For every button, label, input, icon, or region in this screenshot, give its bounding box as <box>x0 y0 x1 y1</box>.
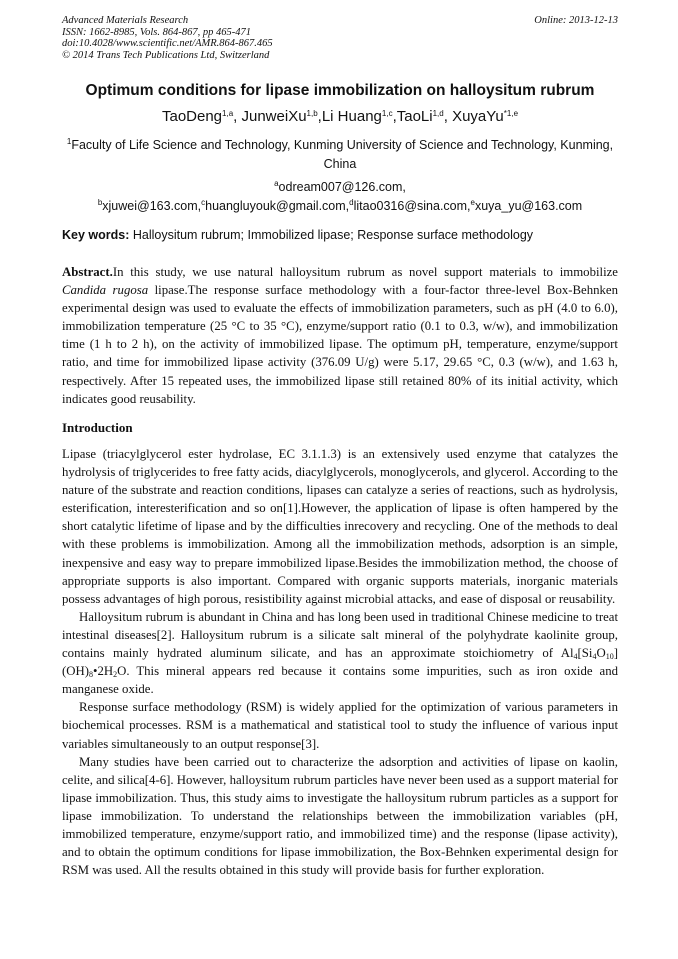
author-name: JunweiXu <box>241 108 307 125</box>
journal-header <box>62 15 618 61</box>
email-sup: e <box>470 198 475 207</box>
email-sup: b <box>97 198 103 207</box>
intro-text: . This mineral appears red because it contains some impurities, such as iron oxide and manganese oxide. <box>62 664 618 697</box>
author-affil-sup: 1,a <box>222 109 234 118</box>
paper-title: Optimum conditions for lipase immobilization on halloysitum rubrum <box>85 82 595 99</box>
author-name: XuyaYu <box>452 108 504 125</box>
author-name: TaoDeng <box>161 108 223 125</box>
abstract-label: Abstract. <box>62 265 113 279</box>
doi-line: doi:10.4028/www.scientific.net/AMR.864-867.465 <box>62 38 273 49</box>
intro-paragraph: Response surface methodology (RSM) is widely applied for the optimization of various parameters in biochemical processes. RSM is a mathematical and statistical tool to study the influence of various input variables simultaneously to an output response[3]. <box>62 700 618 751</box>
email-address[interactable]: odream007@126.com, <box>278 180 406 194</box>
intro-paragraph <box>62 608 618 698</box>
author-name: TaoLi <box>396 108 433 125</box>
email-sup: c <box>201 198 206 207</box>
email-address[interactable]: xjuwei@163.com, <box>102 199 202 213</box>
author-affil-sup: 1,b <box>306 109 318 118</box>
email-address[interactable]: litao0316@sina.com, <box>353 199 471 213</box>
abstract-text: In this study, we use natural halloysitum rubrum as novel support materials to immobilize <box>112 265 618 279</box>
author-name: Li Huang <box>321 108 382 125</box>
issn-line: ISSN: 1662-8985, Vols. 864-867, pp 465-471 <box>62 26 251 38</box>
chemical-formula: $Al_4[Si_4O_{10}](OH)_8•2H_2O$ <box>62 646 618 680</box>
email-sup: d <box>349 198 354 207</box>
email-address[interactable]: xuya_yu@163.com <box>474 199 583 213</box>
affiliation-text: Faculty of Life Science and Technology, Kunming University of Science and Technology, Kunming, China <box>71 138 614 171</box>
copyright-line: © 2014 Trans Tech Publications Ltd, Switzerland <box>62 49 270 61</box>
email-address[interactable]: huangluyouk@gmail.com, <box>205 199 350 213</box>
email-list <box>62 178 618 216</box>
author-affil-sup: *1,e <box>503 109 519 118</box>
affiliation <box>62 136 618 174</box>
author-affil-sup: 1,c <box>381 109 393 118</box>
keywords-text: Halloysitum rubrum; Immobilized lipase; Response surface methodology <box>132 228 534 242</box>
intro-paragraph: Many studies have been carried out to characterize the adsorption and activities of lipase on kaolin, celite, and silica[4-6]. However, halloysitum rubrum particles have never been used as a support material for lipase immobilization. Thus, this study aims to investigate the halloysitum rubrum particles as a support for lipase immobilization. To understand the relationships between the immobilization variables (pH, immobilized temperature, enzyme/support ratio, and immobilized time) and the response (lipase activity), and to obtain the optimum conditions for lipase immobilization, the Box-Behnken experimental design for RSM was used. All the results obtained in this study will provide basis for further exploration. <box>62 754 618 878</box>
abstract <box>62 263 618 408</box>
online-date: Online: 2013-12-13 <box>534 15 618 26</box>
email-sup: a <box>274 179 279 188</box>
introduction-body <box>62 445 618 879</box>
intro-text: Halloysitum rubrum is abundant in China and has long been used in traditional Chinese medicine to treat intestinal diseases[2]. Halloysitum rubrum is a silicate salt mineral of the polyhydrate kaolinite group, contains mainly hydrated aluminum silicate, and has an approximate stoichiometry of <box>62 609 618 661</box>
author-list: TaoDeng$^{1,a}$, JunweiXu$^{1,b}$,Li Huang$^{1,c}$,TaoLi$^{1,d}$, XuyaYu$^{*1,e}$ <box>161 108 519 125</box>
intro-paragraph: Lipase (triacylglycerol ester hydrolase, EC 3.1.1.3) is an extensively used enzyme that catalyzes the hydrolysis of triglycerides to free fatty acids, diacylglycerols, monoglycerols, and glycerol. According to the nature of the substrate and reaction conditions, lipases can catalyze a series of reactions, such as hydrolysis, esterification, interesterification and so on[1].However, the application of lipase is often hampered by the short catalytic lifetime of lipase and by the difficulties inrecovery and recycling. One of the methods to deal with these problems is immobilization. Among all the immobilization methods, adsorption is an simple, inexpensive and easy way to prepare immobilized lipase.Besides the immobilization method, the choose of appropriate supports is also important. Compared with organic supports materials, inorganic materials possess advantages of high porous, resistibility against microbial attacks, and ease of disposal or reusability. <box>62 447 618 606</box>
abstract-text: lipase.The response surface methodology with a four-factor three-level Box-Behnken experimental design was used to evaluate the effects of immobilization parameters, such as pH (4.0 to 6.0), immobilization temperature (25 °C to 35 °C), enzyme/support ratio (0.1 to 0.3, w/w), and immobilization time (1 h to 2 h), on the activity of immobilized lipase. The optimum pH, temperature, enzyme/support ratio, and time for immobilized lipase activity (376.09 U/g) were 5.17, 29.65 °C, 0.3 (w/w), and 1.63 h, respectively. After 15 repeated uses, the immobilized lipase still retained 80% of its initial activity, which indicates good reusability. <box>62 283 618 406</box>
section-heading-introduction: Introduction <box>62 420 133 435</box>
species-name: Candida rugosa <box>62 283 149 298</box>
journal-name: Advanced Materials Research <box>62 15 189 26</box>
author-affil-sup: 1,d <box>432 109 444 118</box>
affiliation-sup: 1 <box>66 137 72 146</box>
keywords <box>62 228 618 242</box>
keywords-label: Key words: <box>62 228 130 242</box>
